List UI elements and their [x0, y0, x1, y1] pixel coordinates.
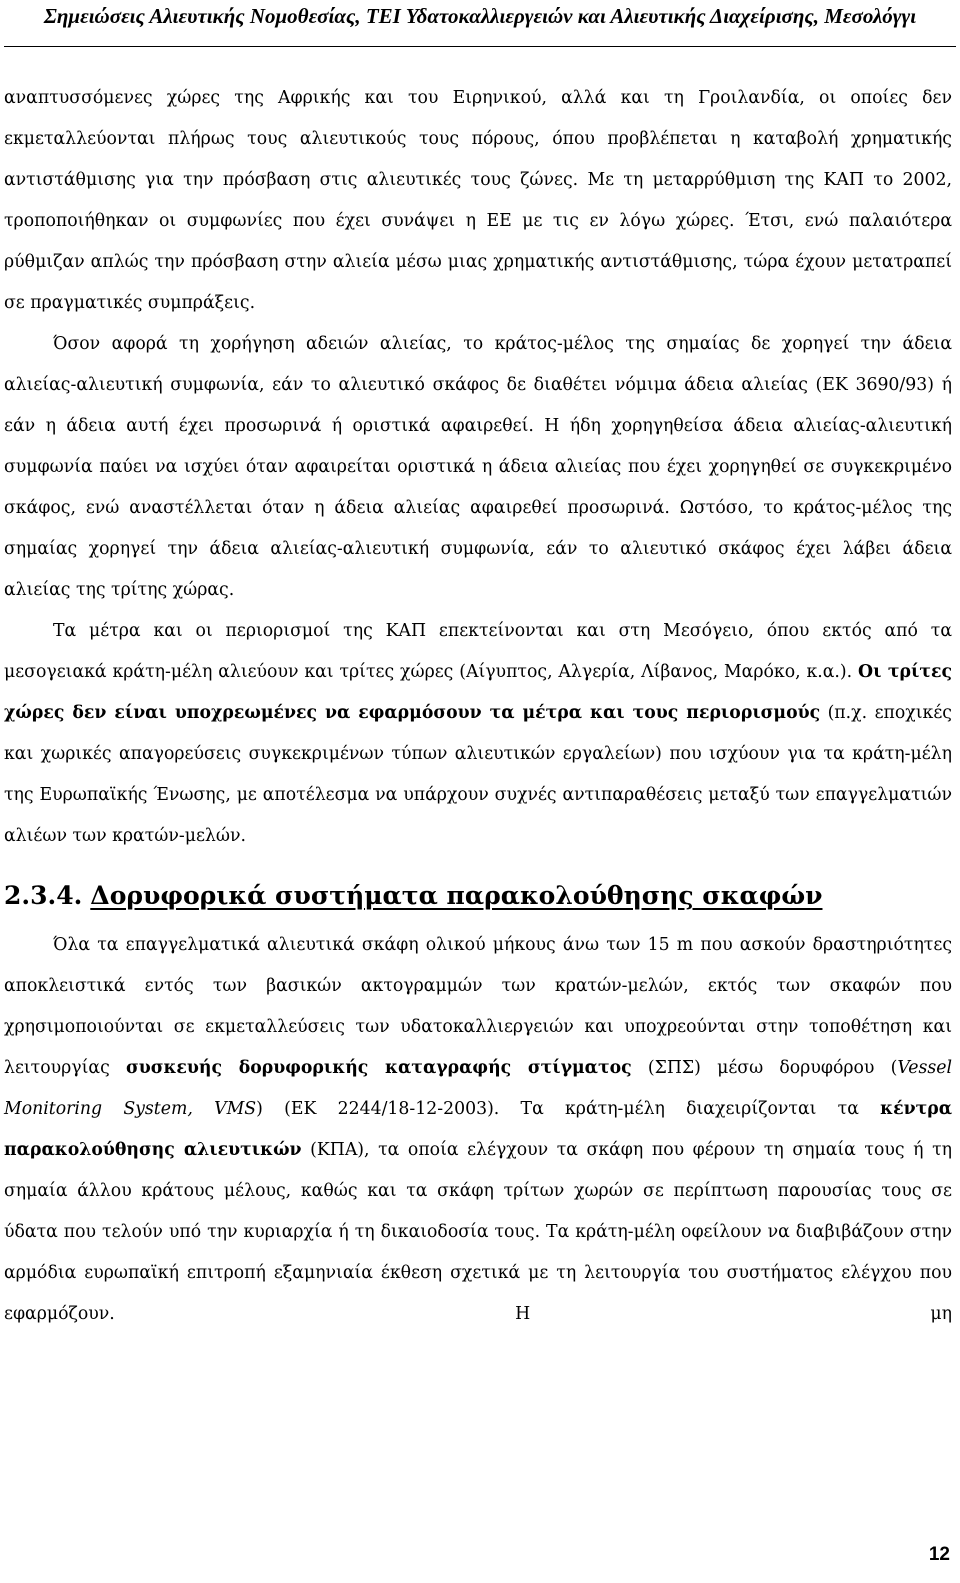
section-heading [4, 867, 952, 925]
section-number: 2.3.4. [4, 881, 83, 910]
section-title: Δορυφορικά συστήματα παρακολούθησης σκαφών [90, 881, 823, 910]
text-segment: (ΣΠΣ) μέσω δορυφόρου ( [631, 1058, 898, 1078]
running-header: Σημειώσεις Αλιευτικής Νομοθεσίας, ΤΕΙ Υδατοκαλλιεργειών και Αλιευτικής Διαχείρισης, Μεσολόγγι [43, 4, 917, 28]
paragraph-mediterranean [4, 611, 952, 857]
paragraph-continuation: αναπτυσσόμενες χώρες της Αφρικής και του Ειρηνικού, αλλά και τη Γροιλανδία, οι οποίες δεν εκμεταλλεύονται πλήρως τους αλιευτικούς τους πόρους, όπου προβλέπεται η καταβολή χρηματικής αντιστάθμισης για την πρόσβαση στις αλιευτικές τους ζώνες. Με τη μεταρρύθμιση της ΚΑΠ το 2002, τροποποιήθηκαν οι συμφωνίες που έχει συνάψει η ΕΕ με τις εν λόγω χώρες. Έτσι, ενώ παλαιότερα ρύθμιζαν απλώς την πρόσβαση στην αλιεία μέσω μιας χρηματικής αντιστάθμισης, τώρα έχουν μετατραπεί σε πραγματικές συμπράξεις. [4, 88, 952, 313]
bold-emphasis: κέντρα παρακολούθησης αλιευτικών [4, 1099, 952, 1160]
text-segment: ) (ΕΚ 2244/18-12-2003). Τα κράτη-μέλη διαχειρίζονται τα [256, 1099, 881, 1119]
paragraph-fishing-licences: Όσον αφορά τη χορήγηση αδειών αλιείας, το κράτος-μέλος της σημαίας δε χορηγεί την άδεια αλιείας-αλιευτική συμφωνία, εάν το αλιευτικό σκάφος δε διαθέτει νόμιμα άδεια αλιείας (ΕΚ 3690/93) ή εάν η άδεια αυτή έχει προσωρινά ή οριστικά αφαιρεθεί. Η ήδη χορηγηθείσα άδεια αλιείας-αλιευτική συμφωνία παύει να ισχύει όταν αφαιρείται οριστικά η άδεια αλιείας που έχει χορηγηθεί σε συγκεκριμένο σκάφος, ενώ αναστέλλεται όταν η άδεια αλιείας αφαιρεθεί προσωρινά. Ωστόσο, το κράτος-μέλος της σημαίας χορηγεί την άδεια αλιείας-αλιευτική συμφωνία, εάν το αλιευτικό σκάφος έχει λάβει άδεια αλιείας της τρίτης χώρας. [4, 334, 952, 600]
page-body [4, 78, 952, 1335]
page-number: 12 [928, 1544, 950, 1565]
text-segment: (ΚΠΑ), τα οποία ελέγχουν τα σκάφη που φέρουν τη σημαία τους ή τη σημαία άλλου κράτους μέλους, καθώς και τα σκάφη τρίτων χωρών σε περίπτωση παρουσίας τους σε ύδατα που τελούν υπό την κυριαρχία ή τη δικαιοδοσία τους. Τα κράτη-μέλη οφείλουν να διαβιβάζουν στην αρμόδια ευρωπαϊκή επιτροπή εξαμηνιαία έκθεση σχετικά με τη λειτουργία του συστήματος ελέγχου που εφαρμόζουν. Η μη [4, 1140, 952, 1324]
text-segment: Όλα τα επαγγελματικά αλιευτικά σκάφη ολικού μήκους άνω των 15 m που ασκούν δραστηριότητες αποκλειστικά εντός των βασικών ακτογραμμών των κρατών-μελών, εκτός των σκαφών που χρησιμοποιούνται σε εκμεταλλεύσεις των υδατοκαλλιεργειών και υποχρεούνται στην τοποθέτηση και λειτουργίας [4, 935, 952, 1078]
bold-emphasis: συσκευής δορυφορικής καταγραφής στίγματος [125, 1058, 632, 1078]
italic-term: Vessel Monitoring System, VMS [4, 1058, 953, 1119]
header-rule [4, 46, 956, 47]
paragraph-vms [4, 925, 952, 1335]
text-segment: (π.χ. εποχικές και χωρικές απαγορεύσεις συγκεκριμένων τύπων αλιευτικών εργαλείων) που ισχύουν για τα κράτη-μέλη της Ευρωπαϊκής Ένωσης, με αποτέλεσμα να υπάρχουν συχνές αντιπαραθέσεις μεταξύ των επαγγελματιών αλιέων των κρατών-μελών. [4, 703, 952, 846]
text-segment: Τα μέτρα και οι περιορισμοί της ΚΑΠ επεκτείνονται και στη Μεσόγειο, όπου εκτός από τα μεσογειακά κράτη-μέλη αλιεύουν και τρίτες χώρες (Αίγυπτος, Αλγερία, Λίβανος, Μαρόκο, κ.α.). [4, 621, 952, 682]
bold-emphasis: Οι τρίτες χώρες δεν είναι υποχρεωμένες να εφαρμόσουν τα μέτρα και τους περιορισμούς [4, 662, 952, 723]
